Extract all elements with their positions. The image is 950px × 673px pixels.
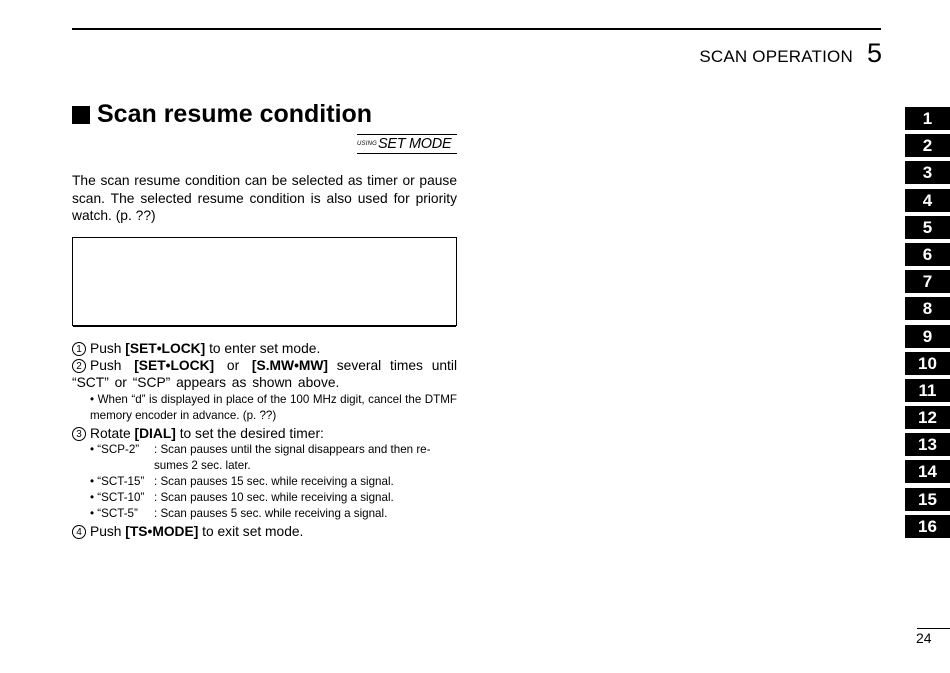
chapter-tab-1[interactable]: 1 — [905, 107, 950, 130]
section-header — [699, 38, 882, 68]
key-label: [TS•MODE] — [125, 524, 199, 539]
key-label: [SET•LOCK] — [134, 358, 215, 373]
timer-description: : Scan pauses until the signal disappears and then re-sumes 2 sec. later. — [154, 443, 431, 472]
chapter-tab-11[interactable]: 11 — [905, 379, 950, 402]
page-number: 24 — [916, 630, 932, 646]
step-2 — [72, 357, 457, 391]
chapter-tab-5[interactable]: 5 — [905, 216, 950, 239]
step-text: Push — [90, 524, 126, 539]
page-number-rule — [917, 628, 950, 629]
timer-option — [90, 506, 457, 522]
step-number-icon: 3 — [72, 427, 86, 441]
using-label: USING — [357, 141, 378, 147]
step-text: Rotate — [90, 426, 135, 441]
chapter-tab-16[interactable]: 16 — [905, 515, 950, 538]
key-label: [S.MW•MW] — [251, 358, 329, 373]
timer-description: : Scan pauses 10 sec. while receiving a signal. — [154, 491, 394, 504]
chapter-tab-9[interactable]: 9 — [905, 325, 950, 348]
step-text: several times until “SCT” or “SCP” appears as shown above. — [72, 358, 458, 390]
step-number-icon: 1 — [72, 342, 86, 356]
chapter-tab-7[interactable]: 7 — [905, 270, 950, 293]
section-title: SCAN OPERATION — [699, 47, 853, 66]
chapter-tabs — [905, 107, 950, 542]
display-illustration-box — [72, 237, 457, 326]
heading-title: Scan resume condition — [97, 100, 373, 128]
timer-option — [90, 490, 457, 506]
timer-description: : Scan pauses 15 sec. while receiving a signal. — [154, 475, 394, 488]
step-number-icon: 2 — [72, 359, 86, 373]
page-heading — [72, 100, 372, 129]
step-text: to set the desired timer: — [175, 426, 324, 441]
step-4 — [72, 523, 457, 540]
timer-label: • “SCT-15” — [90, 475, 145, 488]
timer-label: • “SCT-10” — [90, 491, 145, 504]
chapter-tab-4[interactable]: 4 — [905, 189, 950, 212]
step-text: or — [214, 358, 252, 373]
timer-label: • “SCT-5” — [90, 507, 138, 520]
step-number-icon: 4 — [72, 525, 86, 539]
square-bullet-icon — [72, 106, 90, 124]
chapter-tab-14[interactable]: 14 — [905, 460, 950, 483]
chapter-tab-12[interactable]: 12 — [905, 406, 950, 429]
timer-option — [90, 474, 457, 490]
chapter-tab-3[interactable]: 3 — [905, 161, 950, 184]
note-dtmf: • When “d” is displayed in place of the 100 MHz digit, cancel the DTMF memory encoder in advance. (p. ??) — [90, 393, 457, 422]
chapter-tab-15[interactable]: 15 — [905, 488, 950, 511]
timer-option — [90, 442, 457, 474]
intro-paragraph: The scan resume condition can be selected as timer or pause scan. The selected resume condition is also used for priority watch. (p. ??) — [72, 173, 457, 223]
chapter-tab-2[interactable]: 2 — [905, 134, 950, 157]
display-box-underline — [73, 326, 456, 327]
timer-label: • “SCP-2” — [90, 443, 140, 456]
chapter-tab-6[interactable]: 6 — [905, 243, 950, 266]
section-number: 5 — [866, 38, 882, 68]
chapter-tab-13[interactable]: 13 — [905, 433, 950, 456]
step-text: to enter set mode. — [205, 341, 321, 356]
step-3 — [72, 425, 457, 442]
step-text: Push — [90, 358, 135, 373]
top-rule — [72, 28, 881, 30]
set-mode-label: SET MODE — [378, 136, 452, 152]
key-label: [DIAL] — [134, 426, 176, 441]
timer-description: : Scan pauses 5 sec. while receiving a signal. — [154, 507, 388, 520]
key-label: [SET•LOCK] — [125, 341, 206, 356]
step-text: Push — [90, 341, 126, 356]
chapter-tab-8[interactable]: 8 — [905, 297, 950, 320]
chapter-tab-10[interactable]: 10 — [905, 352, 950, 375]
using-set-mode-tag — [357, 134, 457, 154]
step-text: to exit set mode. — [198, 524, 304, 539]
step-1 — [72, 340, 457, 357]
